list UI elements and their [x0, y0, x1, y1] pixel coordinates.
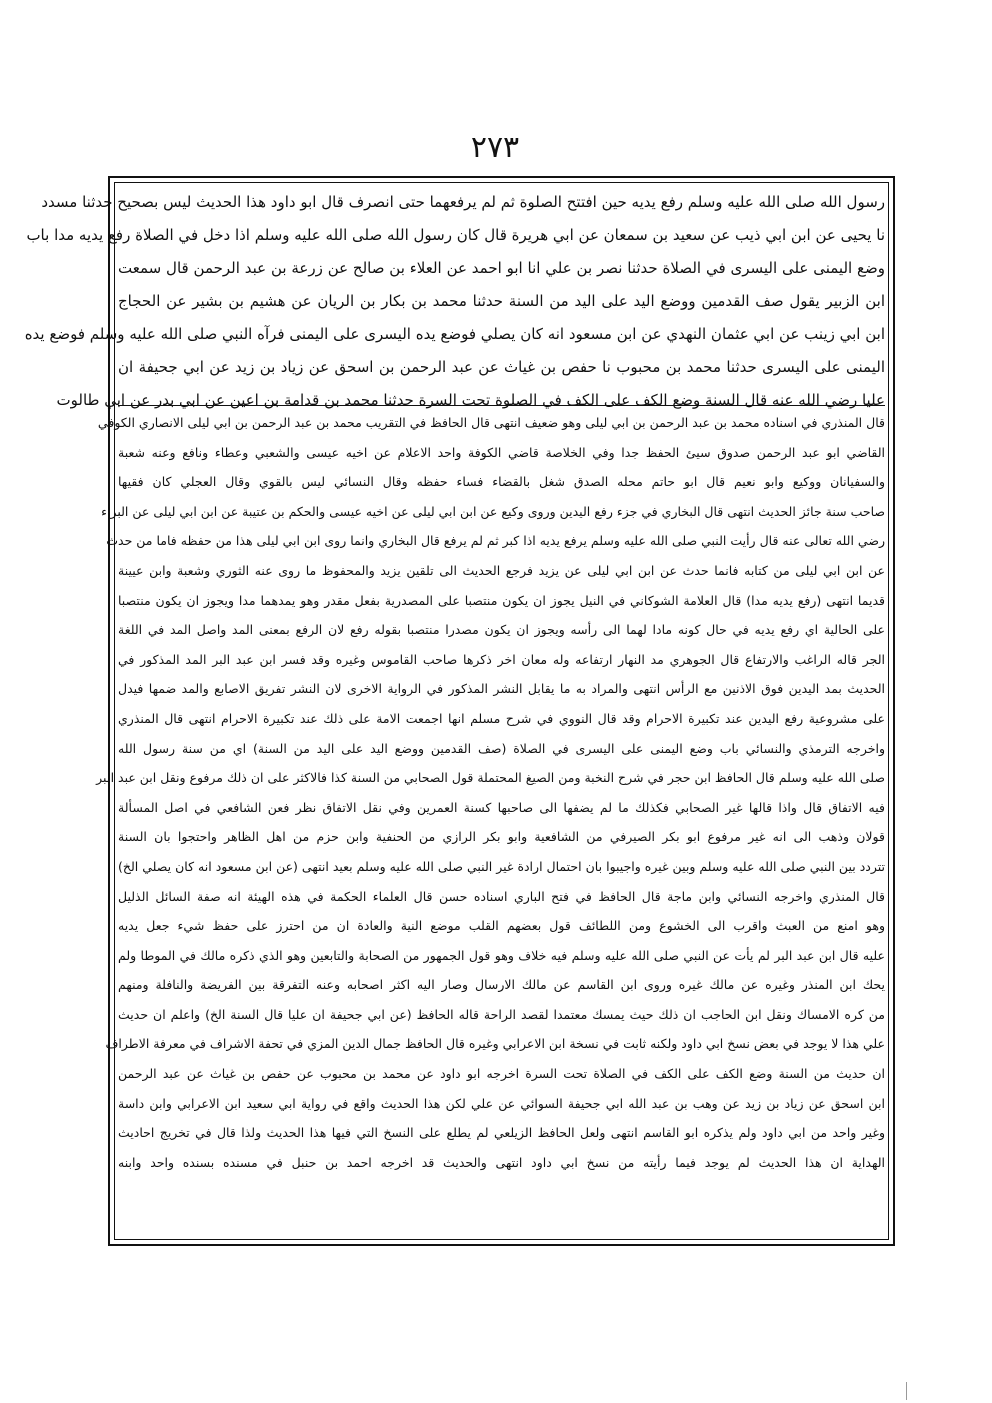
scan-margin-mark: [906, 1382, 907, 1400]
commentary-line: وهو امنع من العبث واقرب الى الخشوع ومن اللطائف قول بعضهم القلب موضع النية والعادة ان من احترز على حفظ شيء جعل يديه: [118, 918, 885, 934]
commentary-line: رضي الله تعالى عنه قال رأيت النبي صلى الله عليه وسلم يرفع يديه اذا كبر ثم لم يرفع قال البخاري وانما روى ابن ابي ليلى هذا من حفظه فاما من حدث: [106, 533, 885, 549]
page-number: ٢٧٣: [470, 130, 520, 165]
main-text-line: رسول الله صلى الله عليه وسلم رفع يديه حين افتتح الصلوة ثم لم يرفعهما حتى انصرف قال ابو داود هذا الحديث ليس بصحيح حدثنا مسدد: [41, 193, 885, 211]
main-text-line: ابن الزبير يقول صف القدمين ووضع اليد على اليد من السنة حدثنا محمد بن بكار بن الريان عن هشيم بن بشير عن الحجاج: [118, 292, 885, 310]
main-text-block: [24, 186, 885, 417]
commentary-line: قال المنذري واخرجه النسائي وابن ماجة قال الحافظ في فتح الباري اسناده حسن قال العلماء الحكمة في هذه الهيئة انه صفة السائل الذليل: [118, 888, 885, 904]
commentary-line: صلى الله عليه وسلم قال الحافظ ابن حجر في شرح النخبة ومن الصيغ المحتملة قول الصحابي من السنة كذا فالاكثر على ان ذلك مرفوع ونقل ابن عبد البر: [96, 770, 885, 786]
main-text-line: نا يحيى عن ابن ابي ذيب عن سعيد بن سمعان عن ابي هريرة قال كان رسول الله صلى الله عليه وسلم اذا دخل في الصلاة رفع يديه مدا باب: [26, 226, 885, 244]
commentary-line: من كره الامساك ونقل ابن الحاجب ان ذلك حيث يمسك معتمدا لقصد الراحة قاله الحافظ (عن ابي جحيفة ان عليا قال السنة الخ) واعلم ان حديث: [118, 1006, 885, 1022]
commentary-line: يحك ابن المنذر وغيره عن مالك غيره وروى ابن القاسم عن مالك الارسال وصار اليه اكثر اصحابه وعنه التفرقة بين الفريضة والنافلة ومنهم: [118, 977, 885, 993]
commentary-line: القاضي ابو عبد الرحمن صدوق سيئ الحفظ جدا وفي الخلاصة قاضي الكوفة واحد الاعلام عن اخيه عيسى والشعبي وعطاء ونافع وعنه شعبة: [118, 444, 885, 460]
commentary-line: عن ابن ابي ليلى من كتابه فانما حدث عن ابن ابي ليلى عن يزيد فرجع الحديث الى تلقين يزيد والمحفوظ ما روى عنه الثوري وشعبة وابن عيينة: [118, 562, 885, 578]
commentary-line: فيه الاتفاق قال واذا قالها غير الصحابي فكذلك ما لم يضفها الى صاحبها كسنة العمرين وفي نقل الاتفاق نظر فعن الشافعي في اصل المسألة: [118, 799, 885, 815]
commentary-line: عليه قال ابن عبد البر لم يأت عن النبي صلى الله عليه وسلم فيه خلاف وهو قول الجمهور من الصحابة والتابعين وهو الذي ذكره مالك في الموطا ولم: [118, 947, 885, 963]
commentary-line: على الحالية اي رفع يديه في حال كونه مادا لهما الى رأسه ويجوز ان يكون مصدرا منتصبا بقوله رفع لان الرفع بمعنى المد واصل المد في اللغة: [118, 622, 885, 638]
commentary-line: الحديث بمد اليدين فوق الاذنين مع الرأس انتهى والمراد به ما يقابل النشر المذكور في الرواية الاخرى لان النشر تفريق الاصابع والمد ضمها فيدل: [118, 681, 885, 697]
commentary-text-block: [96, 408, 885, 1177]
commentary-line: علي هذا لا يوجد في بعض نسخ ابي داود ولكنه ثابت في نسخة ابن الاعرابي وغيره قال الحافظ جمال الدين المزي في تحفة الاشراف في معرفة الاطراف: [105, 1036, 885, 1052]
commentary-line: ان حديث من السنة وضع الكف على الكف في الصلاة تحت السرة اخرجه ابو داود عن محمد بن محبوب عن حفص بن غياث عن عبد الرحمن: [118, 1066, 885, 1082]
commentary-line: على مشروعية رفع اليدين عند تكبيرة الاحرام وقد قال النووي في شرح مسلم انها اجمعت الامة على ذلك عند تكبيرة الاحرام انتهى قال المنذري: [118, 710, 885, 726]
commentary-line: قولان وذهب الى انه غير مرفوع ابو بكر الصيرفي من الشافعية وابو بكر الرازي من الحنفية وابن حزم من اهل الظاهر واحتجوا بان السنة: [118, 829, 885, 845]
main-text-line: عليا رضي الله عنه قال السنة وضع الكف على الكف في الصلوة تحت السرة حدثنا محمد بن قدامة بن اعين عن ابي بدر عن ابي طالوت: [56, 391, 885, 409]
commentary-line: صاحب سنة جائز الحديث انتهى قال البخاري في جزء رفع اليدين وروى وكيع عن ابن ابي ليلى عن اخيه عيسى والحكم بن عتيبة عن ابن ابي ليلى عن البراء: [101, 503, 885, 519]
commentary-line: الهداية ان هذا الحديث لم يوجد فيما رأيته من نسخ ابي داود انتهى والحديث قد اخرجه احمد بن حنبل في مسنده بسنده واحد وابنه: [118, 1154, 885, 1170]
main-text-line: وضع اليمنى على اليسرى في الصلاة حدثنا نصر بن علي انا ابو احمد عن العلاء بن صالح عن زرعة بن عبد الرحمن قال سمعت: [118, 259, 885, 277]
commentary-line: قديما انتهى (رفع يديه مدا) قال العلامة الشوكاني في النيل يجوز ان يكون منتصبا على المصدرية بفعل مقدر وهو يمدهما مدا ويجوز ان يكون منتصبا: [118, 592, 885, 608]
commentary-line: قال المنذري في اسناده محمد بن عبد الرحمن بن ابي ليلى وهو ضعيف انتهى قال الحافظ في التقريب محمد بن عبد الرحمن بن ابي ليلى الانصاري الكوفي: [97, 415, 885, 430]
commentary-line: تتردد بين النبي صلى الله عليه وسلم وبين غيره واجيبوا بان احتمال ارادة غير النبي صلى الله عليه وسلم بعيد انتهى (عن ابن مسعود انه كان يصلي الخ): [118, 858, 885, 874]
section-divider: [118, 405, 885, 406]
commentary-line: والسفيانان ووكيع وابو نعيم قال ابو حاتم محله الصدق شغل بالقضاء فساء حفظه وقال النسائي ليس بالقوي وقال العجلي كان فقيها: [118, 474, 885, 490]
commentary-line: الجر قاله الراغب والارتفاع قال الجوهري مد النهار ارتفاعه وله معان اخر ذكرها صاحب القاموس وغيره وقد فسر ابن عبد البر المد المذكور في: [118, 651, 885, 667]
commentary-line: ابن اسحق عن زياد بن زيد عن وهب بن عبد الله ابي جحيفة السوائي عن علي لكن هذا الحديث واقع في رواية ابي سعيد ابن الاعرابي وابن داسة: [118, 1095, 885, 1111]
main-text-line: ابن ابي زينب عن ابي عثمان النهدي عن ابن مسعود انه كان يصلي فوضع يده اليسرى على اليمنى فرآه النبي صلى الله عليه وسلم فوضع يده: [24, 325, 885, 343]
main-text-line: اليمنى على اليسرى حدثنا محمد بن محبوب نا حفص بن غياث عن عبد الرحمن بن اسحق عن زياد بن زيد عن ابي جحيفة ان: [118, 358, 885, 376]
commentary-line: واخرجه الترمذي والنسائي باب وضع اليمنى على اليسرى في الصلاة (صف القدمين ووضع اليد على اليد من السنة) اي من سنة رسول الله: [118, 740, 885, 756]
commentary-line: وغير واحد من ابي داود ولم يذكره ابو القاسم انتهى ولعل الحافظ الزيلعي لم يطلع على النسخ التي فيها هذا الحديث ولذا قال في تخريج احاديث: [118, 1125, 885, 1141]
